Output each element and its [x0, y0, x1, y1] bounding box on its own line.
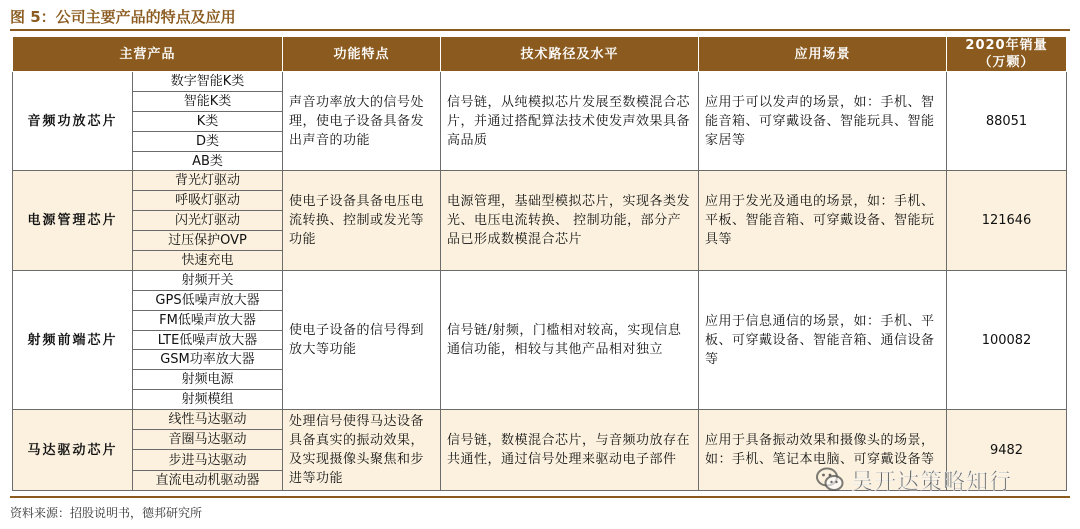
sub-product: 步进马达驱动 [133, 450, 283, 470]
scenarios-cell: 应用于可以发声的场景，如：手机、智能音箱、可穿戴设备、智能玩具、智能家居等 [699, 72, 947, 171]
sub-product: 射频模组 [133, 390, 283, 410]
sub-product: GSM功率放大器 [133, 350, 283, 370]
header-sales-line1: 2020年销量 [965, 38, 1048, 53]
sub-product: D类 [133, 131, 283, 151]
sales-cell: 121646 [947, 171, 1067, 270]
header-sales [947, 37, 1067, 72]
tech-cell: 信号链，从纯模拟芯片发展至数模混合芯片，并通过搭配算法技术使发声效果具备高品质 [441, 72, 699, 171]
sales-cell: 100082 [947, 270, 1067, 409]
sub-product: 数字智能K类 [133, 72, 283, 92]
source-note: 资料来源：招股说明书，德邦研究所 [10, 506, 203, 520]
header-tech: 技术路径及水平 [441, 37, 699, 72]
sub-product: 智能K类 [133, 91, 283, 111]
header-row [13, 37, 1067, 72]
header-product: 主营产品 [13, 37, 283, 72]
features-cell: 使电子设备的信号得到放大等功能 [283, 270, 441, 409]
product-name: 音频功放芯片 [13, 72, 133, 171]
sub-product: 过压保护OVP [133, 231, 283, 251]
sub-product: 闪光灯驱动 [133, 211, 283, 231]
sales-cell: 9482 [947, 410, 1067, 491]
sub-product: 射频开关 [133, 270, 283, 290]
header-sales-line2: （万颗） [978, 55, 1035, 70]
table-row [13, 270, 1067, 290]
tech-cell: 电源管理，基础型模拟芯片，实现各类发光、电压电流转换、 控制功能，部分产品已形成数模混合芯片 [441, 171, 699, 270]
features-cell: 声音功率放大的信号处理，使电子设备具备发出声音的功能 [283, 72, 441, 171]
sub-product: GPS低噪声放大器 [133, 290, 283, 310]
header-scenarios: 应用场景 [699, 37, 947, 72]
sub-product: FM低噪声放大器 [133, 310, 283, 330]
sub-product: LTE低噪声放大器 [133, 330, 283, 350]
product-name: 电源管理芯片 [13, 171, 133, 270]
sub-product: 线性马达驱动 [133, 410, 283, 430]
scenarios-cell: 应用于发光及通电的场景，如：手机、平板、智能音箱、可穿戴设备、智能玩具等 [699, 171, 947, 270]
title-rule [10, 29, 1070, 31]
figure-title: 图 5：公司主要产品的特点及应用 [10, 8, 236, 26]
sub-product: 直流电动机驱动器 [133, 470, 283, 490]
sub-product: 背光灯驱动 [133, 171, 283, 191]
watermark-text: 吴开达策略知行 [851, 469, 1013, 495]
sub-product: 射频电源 [133, 370, 283, 390]
table-row [13, 171, 1067, 191]
header-features: 功能特点 [283, 37, 441, 72]
tech-cell: 信号链，数模混合芯片，与音频功放存在共通性，通过信号处理来驱动电子部件 [441, 410, 699, 491]
features-cell: 使电子设备具备电压电流转换、控制或发光等功能 [283, 171, 441, 270]
scenarios-cell: 应用于具备振动效果和摄像头的场景，如：手机、笔记本电脑、可穿戴设备等 [699, 410, 947, 491]
sub-product: K类 [133, 111, 283, 131]
sub-product: 音圈马达驱动 [133, 430, 283, 450]
watermark [815, 462, 1012, 498]
sub-product: 呼吸灯驱动 [133, 191, 283, 211]
sales-cell: 88051 [947, 72, 1067, 171]
product-table [12, 36, 1067, 491]
wechat-icon [815, 465, 845, 495]
product-name: 马达驱动芯片 [13, 410, 133, 491]
sub-product: AB类 [133, 151, 283, 171]
features-cell: 处理信号使得马达设备具备真实的振动效果，及实现摄像头聚焦和步进等功能 [283, 410, 441, 491]
scenarios-cell: 应用于信息通信的场景，如：手机、平板、可穿戴设备、智能音箱、通信设备等 [699, 270, 947, 409]
tech-cell: 信号链/射频，门槛相对较高，实现信息通信功能，相较与其他产品相对独立 [441, 270, 699, 409]
product-name: 射频前端芯片 [13, 270, 133, 409]
table-row [13, 410, 1067, 430]
table-row [13, 72, 1067, 92]
sub-product: 快速充电 [133, 251, 283, 271]
